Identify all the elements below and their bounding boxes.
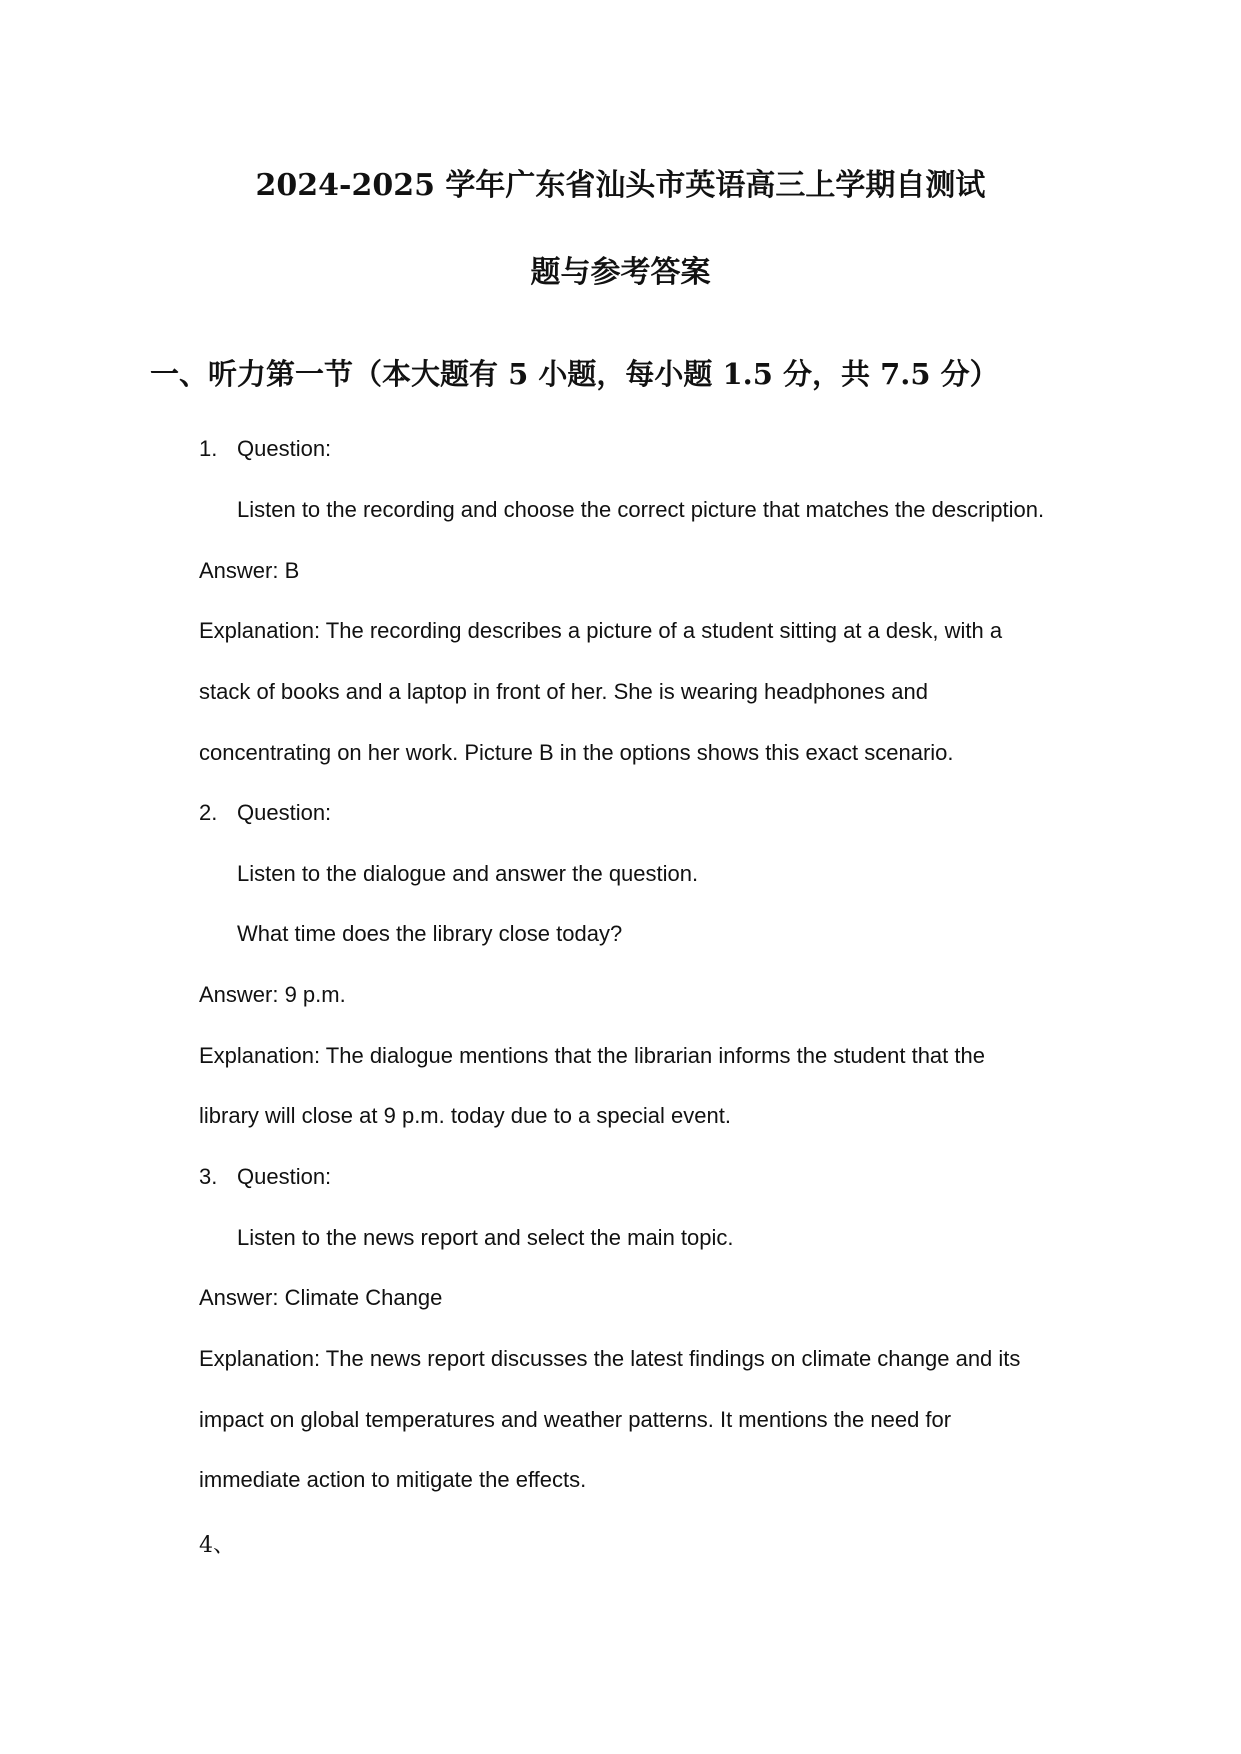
question-1-answer: Answer: B <box>199 558 300 583</box>
question-1-header <box>199 436 331 462</box>
section-heading: 一、听力第一节（本大题有 5 小题，每小题 1.5 分，共 7.5 分） <box>150 357 999 391</box>
question-2-explanation-line-2: library will close at 9 p.m. today due to a special event. <box>199 1103 731 1128</box>
question-1-explanation-line-3: concentrating on her work. Picture B in the options shows this exact scenario. <box>199 740 954 765</box>
question-2-number: 2. <box>199 800 218 825</box>
question-1-label: Question: <box>237 436 332 461</box>
question-1-prompt: Listen to the recording and choose the correct picture that matches the description. <box>237 497 1045 522</box>
question-1-explanation-line-1: Explanation: The recording describes a picture of a student sitting at a desk, with a <box>199 618 1003 643</box>
question-2-prompt-line-1: Listen to the dialogue and answer the question. <box>237 861 699 886</box>
question-3-explanation-line-2: impact on global temperatures and weather patterns. It mentions the need for <box>199 1407 952 1432</box>
document-title-line-1: 2024-2025 学年广东省汕头市英语高三上学期自测试 <box>255 168 986 203</box>
question-1-explanation-line-2: stack of books and a laptop in front of her. She is wearing headphones and <box>199 679 928 704</box>
question-3-answer: Answer: Climate Change <box>199 1285 443 1310</box>
question-3-label: Question: <box>237 1164 332 1189</box>
question-3-explanation-line-3: immediate action to mitigate the effects. <box>199 1467 587 1492</box>
question-2-label: Question: <box>237 800 332 825</box>
question-1-number: 1. <box>199 436 218 461</box>
question-3-prompt: Listen to the news report and select the main topic. <box>237 1225 734 1250</box>
question-3-number: 3. <box>199 1164 218 1189</box>
question-2-explanation-line-1: Explanation: The dialogue mentions that the librarian informs the student that the <box>199 1043 985 1068</box>
document-title-line-2: 题与参考答案 <box>530 255 711 290</box>
question-3-explanation-line-1: Explanation: The news report discusses the latest findings on climate change and its <box>199 1346 1021 1371</box>
question-2-answer: Answer: 9 p.m. <box>199 982 346 1007</box>
question-3-header <box>199 1164 331 1190</box>
question-2-header <box>199 800 331 826</box>
question-4-number: 4、 <box>199 1533 235 1558</box>
question-2-prompt-line-2: What time does the library close today? <box>237 921 623 946</box>
